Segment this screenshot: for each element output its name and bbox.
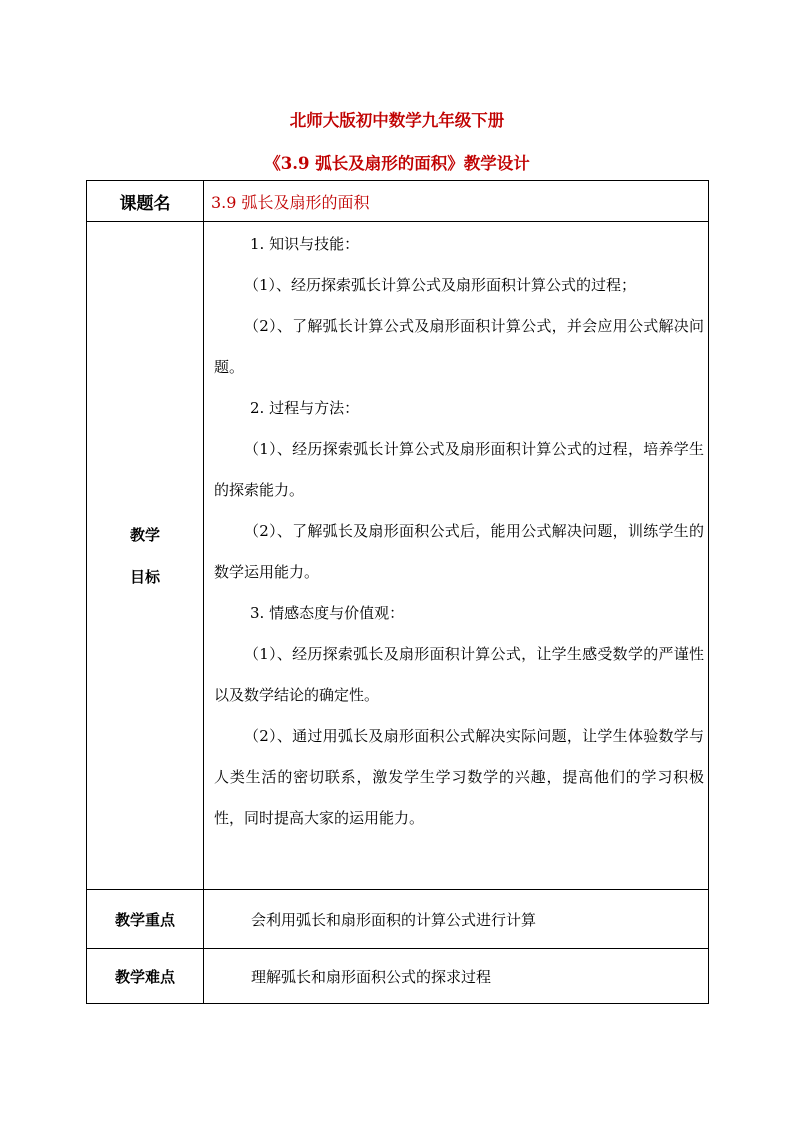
goals-label [87,222,204,890]
key-point-value: 会利用弧长和扇形面积的计算公式进行计算 [204,890,709,949]
goal-item: （2）、了解弧长及扇形面积公式后，能用公式解决问题，训练学生的数学运用能力。 [214,522,704,581]
difficulty-value: 理解弧长和扇形面积公式的探求过程 [204,949,709,1004]
document-title: 北师大版初中数学九年级下册 [289,111,505,130]
difficulty-label: 教学难点 [87,949,204,1004]
lesson-plan-table [86,180,709,1004]
topic-value: 3.9 弧长及扇形的面积 [204,181,709,222]
goal-section-heading: 3. 情感态度与价值观： [250,604,405,622]
goal-section-heading: 1. 知识与技能： [250,235,360,253]
goal-item: （1）、经历探索弧长及扇形面积计算公式，让学生感受数学的严谨性以及数学结论的确定性。 [214,645,704,704]
topic-row [87,181,709,222]
goal-section-heading: 2. 过程与方法： [250,399,360,417]
key-point-label: 教学重点 [87,890,204,949]
key-point-row [87,890,709,949]
goal-item: （2）、通过用弧长及扇形面积公式解决实际问题，让学生体验数学与人类生活的密切联系，激发学生学习数学的兴趣，提高他们的学习积极性，同时提高大家的运用能力。 [214,727,704,827]
goal-item: （1）、经历探索弧长计算公式及扇形面积计算公式的过程； [244,276,637,294]
document-subtitle: 《3.9 弧长及扇形的面积》教学设计 [264,154,530,173]
goal-item: （1）、经历探索弧长计算公式及扇形面积计算公式的过程，培养学生的探索能力。 [214,440,704,499]
topic-label: 课题名 [87,181,204,222]
goals-row [87,222,709,890]
goals-label-line1: 教学 [129,525,160,544]
difficulty-row [87,949,709,1004]
goals-content [204,222,709,890]
goal-item: （2）、了解弧长计算公式及扇形面积计算公式，并会应用公式解决问题。 [214,317,704,376]
goals-label-line2: 目标 [129,567,160,586]
